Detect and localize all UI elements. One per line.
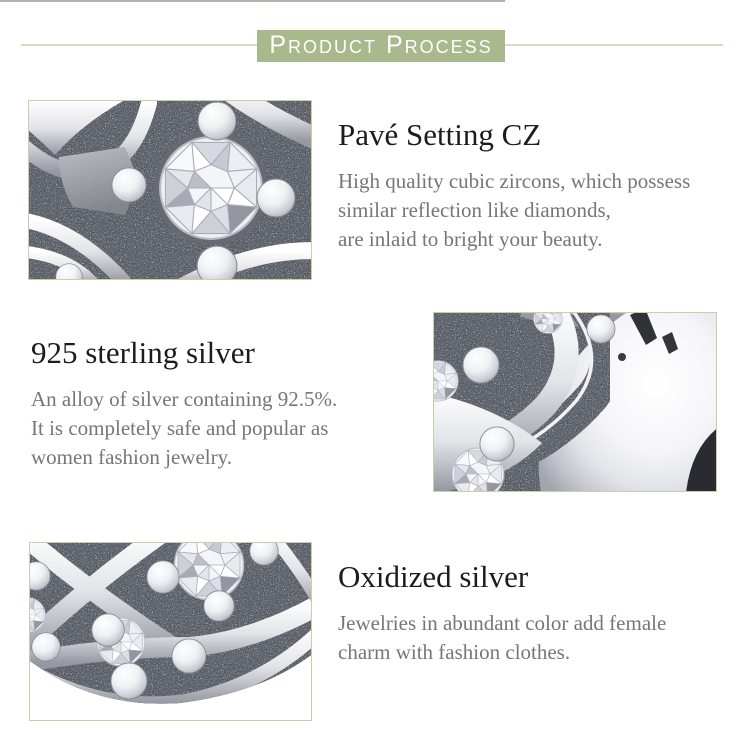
section-body-line: similar reflection like diamonds, [338, 198, 611, 222]
header-rule-left [21, 44, 257, 46]
oxidized-silver-illustration [30, 543, 311, 720]
section-925-sterling-silver [31, 334, 433, 472]
section-body-line: An alloy of silver containing 92.5%. [31, 387, 338, 411]
section-body-line: women fashion jewelry. [31, 445, 232, 469]
pave-cz-illustration [29, 101, 311, 279]
section-heading: 925 sterling silver [31, 335, 255, 370]
section-body-line: charm with fashion clothes. [338, 640, 571, 664]
sterling-silver-photo [433, 312, 717, 492]
pave-cz-photo [28, 100, 312, 280]
section-body-line: are inlaid to bright your beauty. [338, 227, 603, 251]
section-pave-setting-cz [338, 116, 740, 254]
section-body-line: High quality cubic zircons, which possess [338, 169, 691, 193]
section-oxidized-silver [338, 558, 740, 667]
top-border-line [0, 0, 505, 2]
sterling-silver-illustration [434, 313, 716, 491]
header-rule-right [505, 44, 723, 46]
section-heading: Oxidized silver [338, 559, 529, 594]
section-body-line: It is completely safe and popular as [31, 416, 329, 440]
section-body-line: Jewelries in abundant color add female [338, 611, 667, 635]
banner-title: Product Process [269, 31, 493, 59]
oxidized-silver-photo [29, 542, 312, 721]
section-heading: Pavé Setting CZ [338, 117, 542, 152]
product-process-banner [257, 30, 505, 62]
